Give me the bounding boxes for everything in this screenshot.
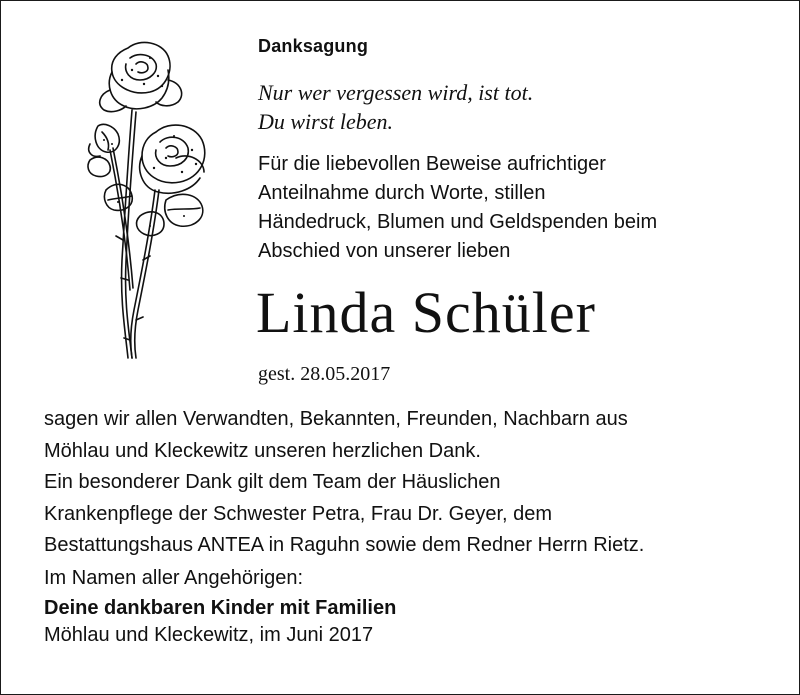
thanks-text xyxy=(44,404,644,562)
place-date: Möhlau und Kleckewitz, im Juni 2017 xyxy=(44,624,374,646)
thanks-line: Möhlau und Kleckewitz unseren herzlichen Dank. xyxy=(44,439,481,462)
signature: Deine dankbaren Kinder mit Familien xyxy=(44,597,397,619)
intro-text xyxy=(258,150,657,266)
thanks-line: Ein besonderer Dank gilt dem Team der Häuslichen xyxy=(44,471,501,493)
quote-line: Du wirst leben. xyxy=(258,109,394,134)
quote-line: Nur wer vergessen wird, ist tot. xyxy=(258,80,534,105)
rose-illustration xyxy=(70,40,240,360)
intro-line: Anteilnahme durch Worte, stillen xyxy=(258,182,546,204)
intro-line: Für die liebevollen Beweise aufrichtiger xyxy=(258,153,606,175)
thanks-line: sagen wir allen Verwandten, Bekannten, Freunden, Nachbarn aus xyxy=(44,408,628,430)
death-date: gest. 28.05.2017 xyxy=(258,363,391,385)
thanks-line: Krankenpflege der Schwester Petra, Frau Dr. Geyer, dem xyxy=(44,502,553,525)
closing-block xyxy=(44,563,396,623)
intro-line: Abschied von unserer lieben xyxy=(258,240,511,262)
intro-line: Händedruck, Blumen und Geldspenden beim xyxy=(258,211,658,233)
closing-line: Im Namen aller Angehörigen: xyxy=(44,567,304,589)
notice-heading: Danksagung xyxy=(258,36,369,56)
thanks-line: Bestattungshaus ANTEA in Raguhn sowie dem Redner Herrn Rietz. xyxy=(44,534,645,556)
memorial-quote xyxy=(258,78,533,136)
deceased-name: Linda Schüler xyxy=(256,280,596,345)
